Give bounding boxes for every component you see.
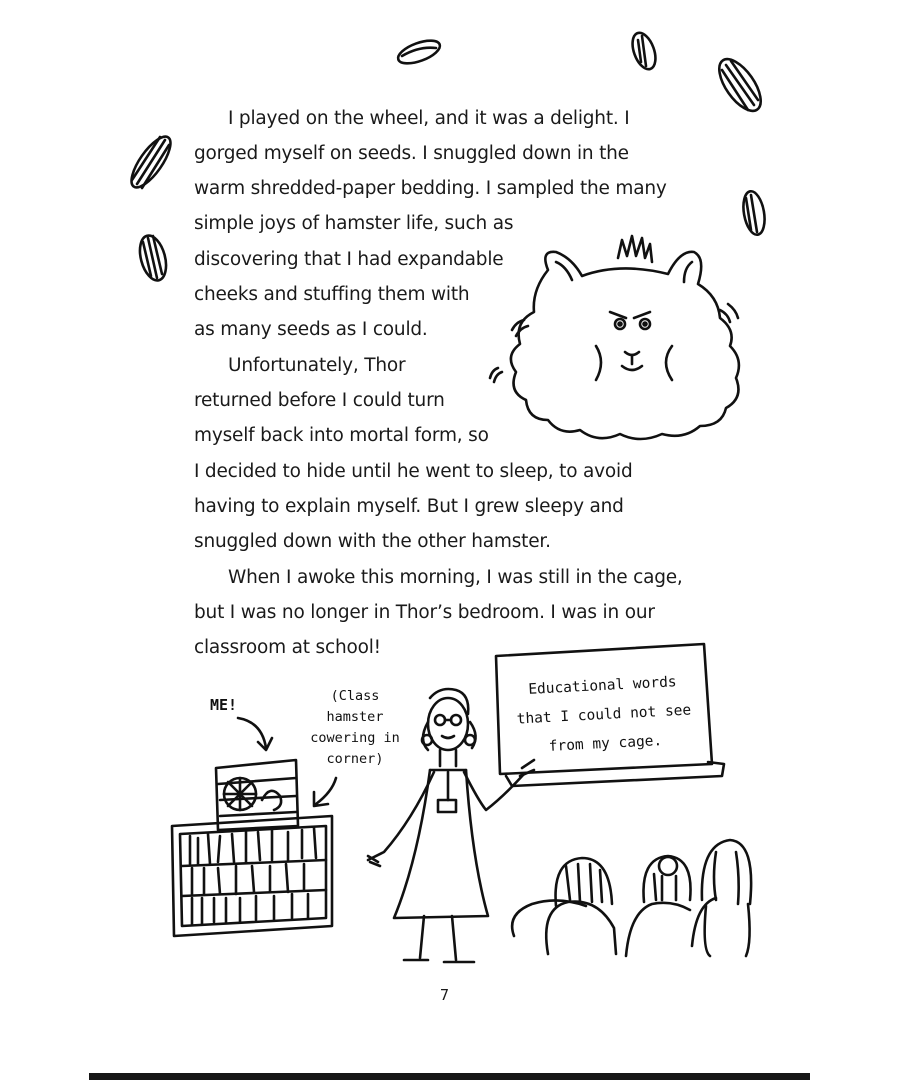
- page-number: 7: [440, 986, 450, 1004]
- body-text-line: gorged myself on seeds. I snuggled down in the: [194, 143, 629, 164]
- sunflower-seed-icon: [711, 52, 768, 117]
- whiteboard-text-line: from my cage.: [548, 733, 663, 755]
- whiteboard-text-line: that I could not see: [516, 702, 692, 728]
- bookshelf-illustration: [172, 816, 332, 936]
- body-text-line: simple joys of hamster life, such as: [194, 213, 514, 234]
- body-text-line: snuggled down with the other hamster.: [194, 531, 551, 552]
- arrow-icon: [314, 778, 336, 806]
- body-text-line: I played on the wheel, and it was a delight. I: [228, 108, 630, 129]
- body-text-line: as many seeds as I could.: [194, 319, 428, 340]
- arrow-icon: [238, 718, 272, 750]
- body-text-line: When I awoke this morning, I was still in the cage,: [228, 567, 683, 588]
- sunflower-seed-icon: [740, 190, 767, 237]
- hamster-head-illustration: [490, 236, 739, 439]
- hamster-note-line: (Class: [330, 688, 380, 704]
- body-text-line: classroom at school!: [194, 637, 381, 658]
- whiteboard-text: [504, 667, 704, 764]
- body-text-line: myself back into mortal form, so: [194, 425, 489, 446]
- body-text-line: but I was no longer in Thor’s bedroom. I was in our: [194, 602, 655, 623]
- sunflower-seed-icon: [395, 36, 443, 68]
- students-illustration: [512, 840, 751, 956]
- hamster-note-line: cowering in: [310, 730, 400, 746]
- me-label: ME!: [210, 696, 238, 714]
- hamster-note: [300, 686, 410, 770]
- hamster-note-line: hamster: [326, 709, 384, 725]
- body-text-line: I decided to hide until he went to sleep, to avoid: [194, 461, 633, 482]
- body-text-line: returned before I could turn: [194, 390, 445, 411]
- sunflower-seed-icon: [628, 30, 660, 73]
- bottom-bar: [89, 1073, 810, 1080]
- whiteboard-text-line: Educational words: [527, 674, 677, 698]
- body-text-line: Unfortunately, Thor: [228, 355, 406, 376]
- hamster-note-line: corner): [326, 751, 384, 767]
- body-text-line: discovering that I had expandable: [194, 249, 504, 270]
- sunflower-seed-icon: [135, 233, 170, 284]
- sunflower-seed-icon: [125, 131, 177, 193]
- body-text-line: cheeks and stuffing them with: [194, 284, 470, 305]
- body-text-line: having to explain myself. But I grew sleepy and: [194, 496, 624, 517]
- body-text-line: warm shredded-paper bedding. I sampled the many: [194, 178, 667, 199]
